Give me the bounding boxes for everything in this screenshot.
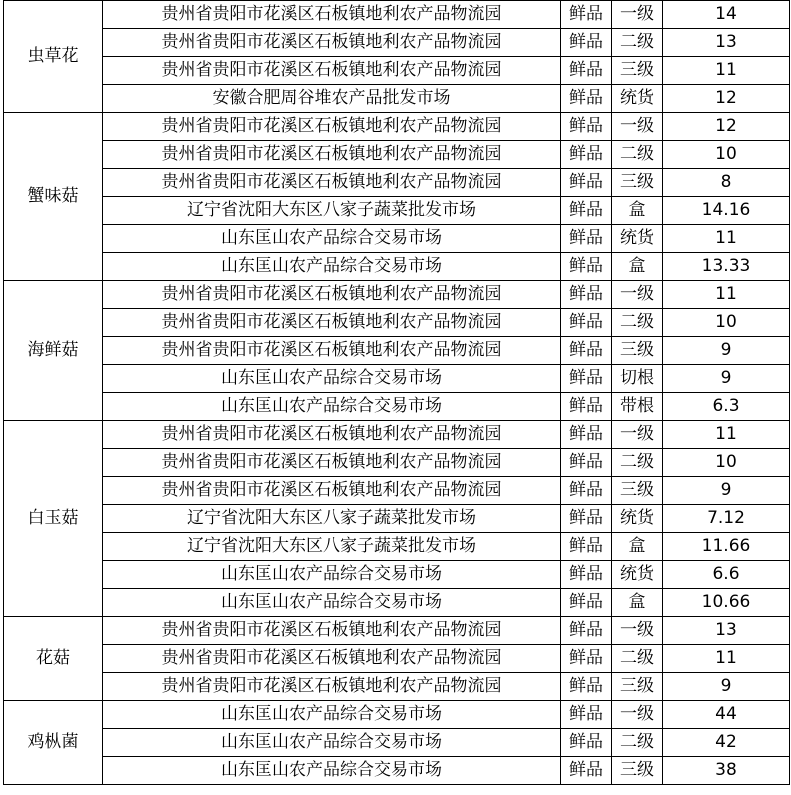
price-cell: 11.66 <box>663 533 790 561</box>
type-cell: 鲜品 <box>561 281 612 309</box>
market-cell: 山东匡山农产品综合交易市场 <box>103 365 561 393</box>
grade-cell: 统货 <box>612 85 663 113</box>
price-cell: 9 <box>663 337 790 365</box>
price-cell: 11 <box>663 225 790 253</box>
table-row <box>4 645 790 673</box>
grade-cell: 三级 <box>612 673 663 701</box>
market-cell: 辽宁省沈阳大东区八家子蔬菜批发市场 <box>103 197 561 225</box>
table-row <box>4 393 790 421</box>
type-cell: 鲜品 <box>561 1 612 29</box>
market-cell: 贵州省贵阳市花溪区石板镇地利农产品物流园 <box>103 309 561 337</box>
market-cell: 辽宁省沈阳大东区八家子蔬菜批发市场 <box>103 505 561 533</box>
table-row <box>4 449 790 477</box>
grade-cell: 三级 <box>612 757 663 785</box>
grade-cell: 带根 <box>612 393 663 421</box>
grade-cell: 切根 <box>612 365 663 393</box>
market-cell: 贵州省贵阳市花溪区石板镇地利农产品物流园 <box>103 449 561 477</box>
market-cell: 贵州省贵阳市花溪区石板镇地利农产品物流园 <box>103 477 561 505</box>
type-cell: 鲜品 <box>561 365 612 393</box>
grade-cell: 二级 <box>612 645 663 673</box>
category-name: 白玉菇 <box>4 421 103 617</box>
grade-cell: 统货 <box>612 505 663 533</box>
price-cell: 38 <box>663 757 790 785</box>
table-row <box>4 309 790 337</box>
table-row <box>4 589 790 617</box>
price-cell: 6.3 <box>663 393 790 421</box>
table-row <box>4 533 790 561</box>
type-cell: 鲜品 <box>561 197 612 225</box>
price-cell: 44 <box>663 701 790 729</box>
grade-cell: 三级 <box>612 169 663 197</box>
market-cell: 贵州省贵阳市花溪区石板镇地利农产品物流园 <box>103 421 561 449</box>
price-cell: 10.66 <box>663 589 790 617</box>
type-cell: 鲜品 <box>561 701 612 729</box>
table-row <box>4 337 790 365</box>
table-row <box>4 505 790 533</box>
price-table <box>3 0 790 785</box>
price-cell: 13 <box>663 29 790 57</box>
grade-cell: 一级 <box>612 281 663 309</box>
grade-cell: 一级 <box>612 1 663 29</box>
price-cell: 11 <box>663 645 790 673</box>
price-cell: 11 <box>663 57 790 85</box>
table-row <box>4 225 790 253</box>
market-cell: 贵州省贵阳市花溪区石板镇地利农产品物流园 <box>103 337 561 365</box>
price-cell: 42 <box>663 729 790 757</box>
table-row <box>4 169 790 197</box>
market-cell: 山东匡山农产品综合交易市场 <box>103 393 561 421</box>
type-cell: 鲜品 <box>561 337 612 365</box>
market-cell: 贵州省贵阳市花溪区石板镇地利农产品物流园 <box>103 1 561 29</box>
grade-cell: 一级 <box>612 701 663 729</box>
price-cell: 9 <box>663 365 790 393</box>
grade-cell: 二级 <box>612 729 663 757</box>
price-cell: 9 <box>663 673 790 701</box>
market-cell: 贵州省贵阳市花溪区石板镇地利农产品物流园 <box>103 645 561 673</box>
market-cell: 贵州省贵阳市花溪区石板镇地利农产品物流园 <box>103 141 561 169</box>
table-row <box>4 477 790 505</box>
market-cell: 贵州省贵阳市花溪区石板镇地利农产品物流园 <box>103 113 561 141</box>
price-cell: 11 <box>663 421 790 449</box>
category-name: 花菇 <box>4 617 103 701</box>
grade-cell: 一级 <box>612 617 663 645</box>
market-cell: 辽宁省沈阳大东区八家子蔬菜批发市场 <box>103 533 561 561</box>
market-cell: 山东匡山农产品综合交易市场 <box>103 253 561 281</box>
grade-cell: 二级 <box>612 141 663 169</box>
category-name: 虫草花 <box>4 1 103 113</box>
market-cell: 贵州省贵阳市花溪区石板镇地利农产品物流园 <box>103 617 561 645</box>
market-cell: 贵州省贵阳市花溪区石板镇地利农产品物流园 <box>103 29 561 57</box>
category-name: 海鲜菇 <box>4 281 103 421</box>
price-cell: 7.12 <box>663 505 790 533</box>
grade-cell: 一级 <box>612 113 663 141</box>
table-row <box>4 561 790 589</box>
grade-cell: 统货 <box>612 561 663 589</box>
price-cell: 6.6 <box>663 561 790 589</box>
price-cell: 10 <box>663 141 790 169</box>
grade-cell: 二级 <box>612 309 663 337</box>
type-cell: 鲜品 <box>561 253 612 281</box>
category-name: 鸡枞菌 <box>4 701 103 785</box>
price-cell: 10 <box>663 449 790 477</box>
type-cell: 鲜品 <box>561 561 612 589</box>
table-row <box>4 421 790 449</box>
price-table-body <box>4 1 790 785</box>
type-cell: 鲜品 <box>561 141 612 169</box>
table-row <box>4 141 790 169</box>
market-cell: 山东匡山农产品综合交易市场 <box>103 701 561 729</box>
table-row <box>4 57 790 85</box>
table-row <box>4 253 790 281</box>
type-cell: 鲜品 <box>561 57 612 85</box>
table-row <box>4 85 790 113</box>
type-cell: 鲜品 <box>561 757 612 785</box>
grade-cell: 一级 <box>612 421 663 449</box>
type-cell: 鲜品 <box>561 449 612 477</box>
price-cell: 12 <box>663 85 790 113</box>
type-cell: 鲜品 <box>561 225 612 253</box>
market-cell: 山东匡山农产品综合交易市场 <box>103 225 561 253</box>
price-cell: 11 <box>663 281 790 309</box>
table-row <box>4 197 790 225</box>
grade-cell: 盒 <box>612 589 663 617</box>
table-row <box>4 673 790 701</box>
price-cell: 13 <box>663 617 790 645</box>
table-row <box>4 617 790 645</box>
table-row <box>4 1 790 29</box>
type-cell: 鲜品 <box>561 477 612 505</box>
grade-cell: 二级 <box>612 29 663 57</box>
type-cell: 鲜品 <box>561 85 612 113</box>
type-cell: 鲜品 <box>561 309 612 337</box>
type-cell: 鲜品 <box>561 29 612 57</box>
table-row <box>4 29 790 57</box>
price-cell: 13.33 <box>663 253 790 281</box>
type-cell: 鲜品 <box>561 729 612 757</box>
table-row <box>4 281 790 309</box>
type-cell: 鲜品 <box>561 393 612 421</box>
table-row <box>4 113 790 141</box>
grade-cell: 盒 <box>612 253 663 281</box>
type-cell: 鲜品 <box>561 617 612 645</box>
price-cell: 14 <box>663 1 790 29</box>
grade-cell: 三级 <box>612 337 663 365</box>
market-cell: 贵州省贵阳市花溪区石板镇地利农产品物流园 <box>103 281 561 309</box>
category-name: 蟹味菇 <box>4 113 103 281</box>
grade-cell: 三级 <box>612 57 663 85</box>
type-cell: 鲜品 <box>561 673 612 701</box>
price-cell: 10 <box>663 309 790 337</box>
price-cell: 8 <box>663 169 790 197</box>
market-cell: 山东匡山农产品综合交易市场 <box>103 561 561 589</box>
market-cell: 山东匡山农产品综合交易市场 <box>103 589 561 617</box>
type-cell: 鲜品 <box>561 645 612 673</box>
market-cell: 安徽合肥周谷堆农产品批发市场 <box>103 85 561 113</box>
price-cell: 12 <box>663 113 790 141</box>
grade-cell: 盒 <box>612 533 663 561</box>
price-cell: 14.16 <box>663 197 790 225</box>
market-cell: 贵州省贵阳市花溪区石板镇地利农产品物流园 <box>103 673 561 701</box>
grade-cell: 盒 <box>612 197 663 225</box>
grade-cell: 统货 <box>612 225 663 253</box>
table-row <box>4 365 790 393</box>
table-row <box>4 757 790 785</box>
table-row <box>4 701 790 729</box>
type-cell: 鲜品 <box>561 113 612 141</box>
price-cell: 9 <box>663 477 790 505</box>
market-cell: 山东匡山农产品综合交易市场 <box>103 757 561 785</box>
market-cell: 贵州省贵阳市花溪区石板镇地利农产品物流园 <box>103 57 561 85</box>
type-cell: 鲜品 <box>561 421 612 449</box>
grade-cell: 三级 <box>612 477 663 505</box>
type-cell: 鲜品 <box>561 169 612 197</box>
type-cell: 鲜品 <box>561 505 612 533</box>
table-row <box>4 729 790 757</box>
market-cell: 贵州省贵阳市花溪区石板镇地利农产品物流园 <box>103 169 561 197</box>
type-cell: 鲜品 <box>561 589 612 617</box>
market-cell: 山东匡山农产品综合交易市场 <box>103 729 561 757</box>
grade-cell: 二级 <box>612 449 663 477</box>
type-cell: 鲜品 <box>561 533 612 561</box>
